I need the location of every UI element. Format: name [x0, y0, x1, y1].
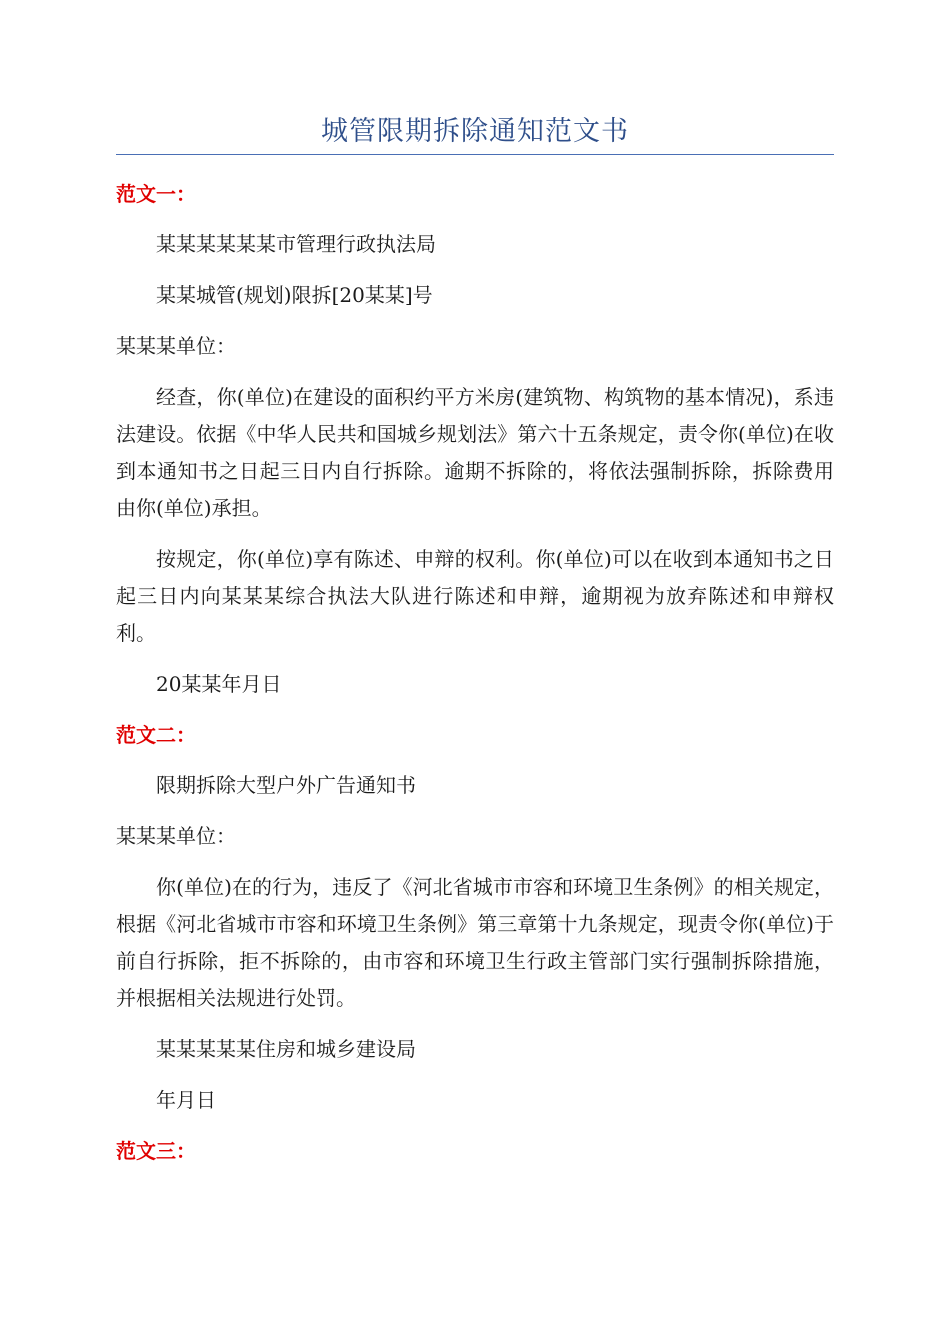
date-line: 年月日	[156, 1088, 216, 1112]
addressee: 某某某单位：	[116, 824, 236, 848]
section-3	[116, 1133, 834, 1169]
issuing-authority: 某某某某某住房和城乡建设局	[156, 1037, 416, 1061]
section-heading: 范文一：	[116, 182, 196, 206]
body-paragraph: 按规定，你(单位)享有陈述、申辩的权利。你(单位)可以在收到本通知书之日起三日内向某某某综合执法大队进行陈述和申辩，逾期视为放弃陈述和申辩权利。	[116, 547, 834, 645]
document-title: 城管限期拆除通知范文书	[321, 116, 629, 147]
section-1	[116, 176, 834, 703]
section-2	[116, 717, 834, 1119]
document-body	[116, 176, 834, 1183]
date-line: 20某某年月日	[156, 672, 282, 696]
issuing-authority: 某某某某某某市管理行政执法局	[156, 232, 436, 256]
notice-title: 限期拆除大型户外广告通知书	[156, 773, 416, 797]
addressee: 某某某单位：	[116, 334, 236, 358]
body-paragraph: 经查，你(单位)在建设的面积约平方米房(建筑物、构筑物的基本情况)，系违法建设。依据《中华人民共和国城乡规划法》第六十五条规定，责令你(单位)在收到本通知书之日起三日内自行拆除。逾期不拆除的，将依法强制拆除，拆除费用由你(单位)承担。	[116, 385, 834, 520]
document-number: 某某城管(规划)限拆[20某某]号	[156, 283, 433, 307]
section-heading: 范文三：	[116, 1139, 196, 1163]
title-underline	[116, 154, 834, 155]
body-paragraph: 你(单位)在的行为，违反了《河北省城市市容和环境卫生条例》的相关规定，根据《河北省城市市容和环境卫生条例》第三章第十九条规定，现责令你(单位)于前自行拆除，拒不拆除的，由市容和环境卫生行政主管部门实行强制拆除措施，并根据相关法规进行处罚。	[116, 875, 834, 1010]
section-heading: 范文二：	[116, 723, 196, 747]
